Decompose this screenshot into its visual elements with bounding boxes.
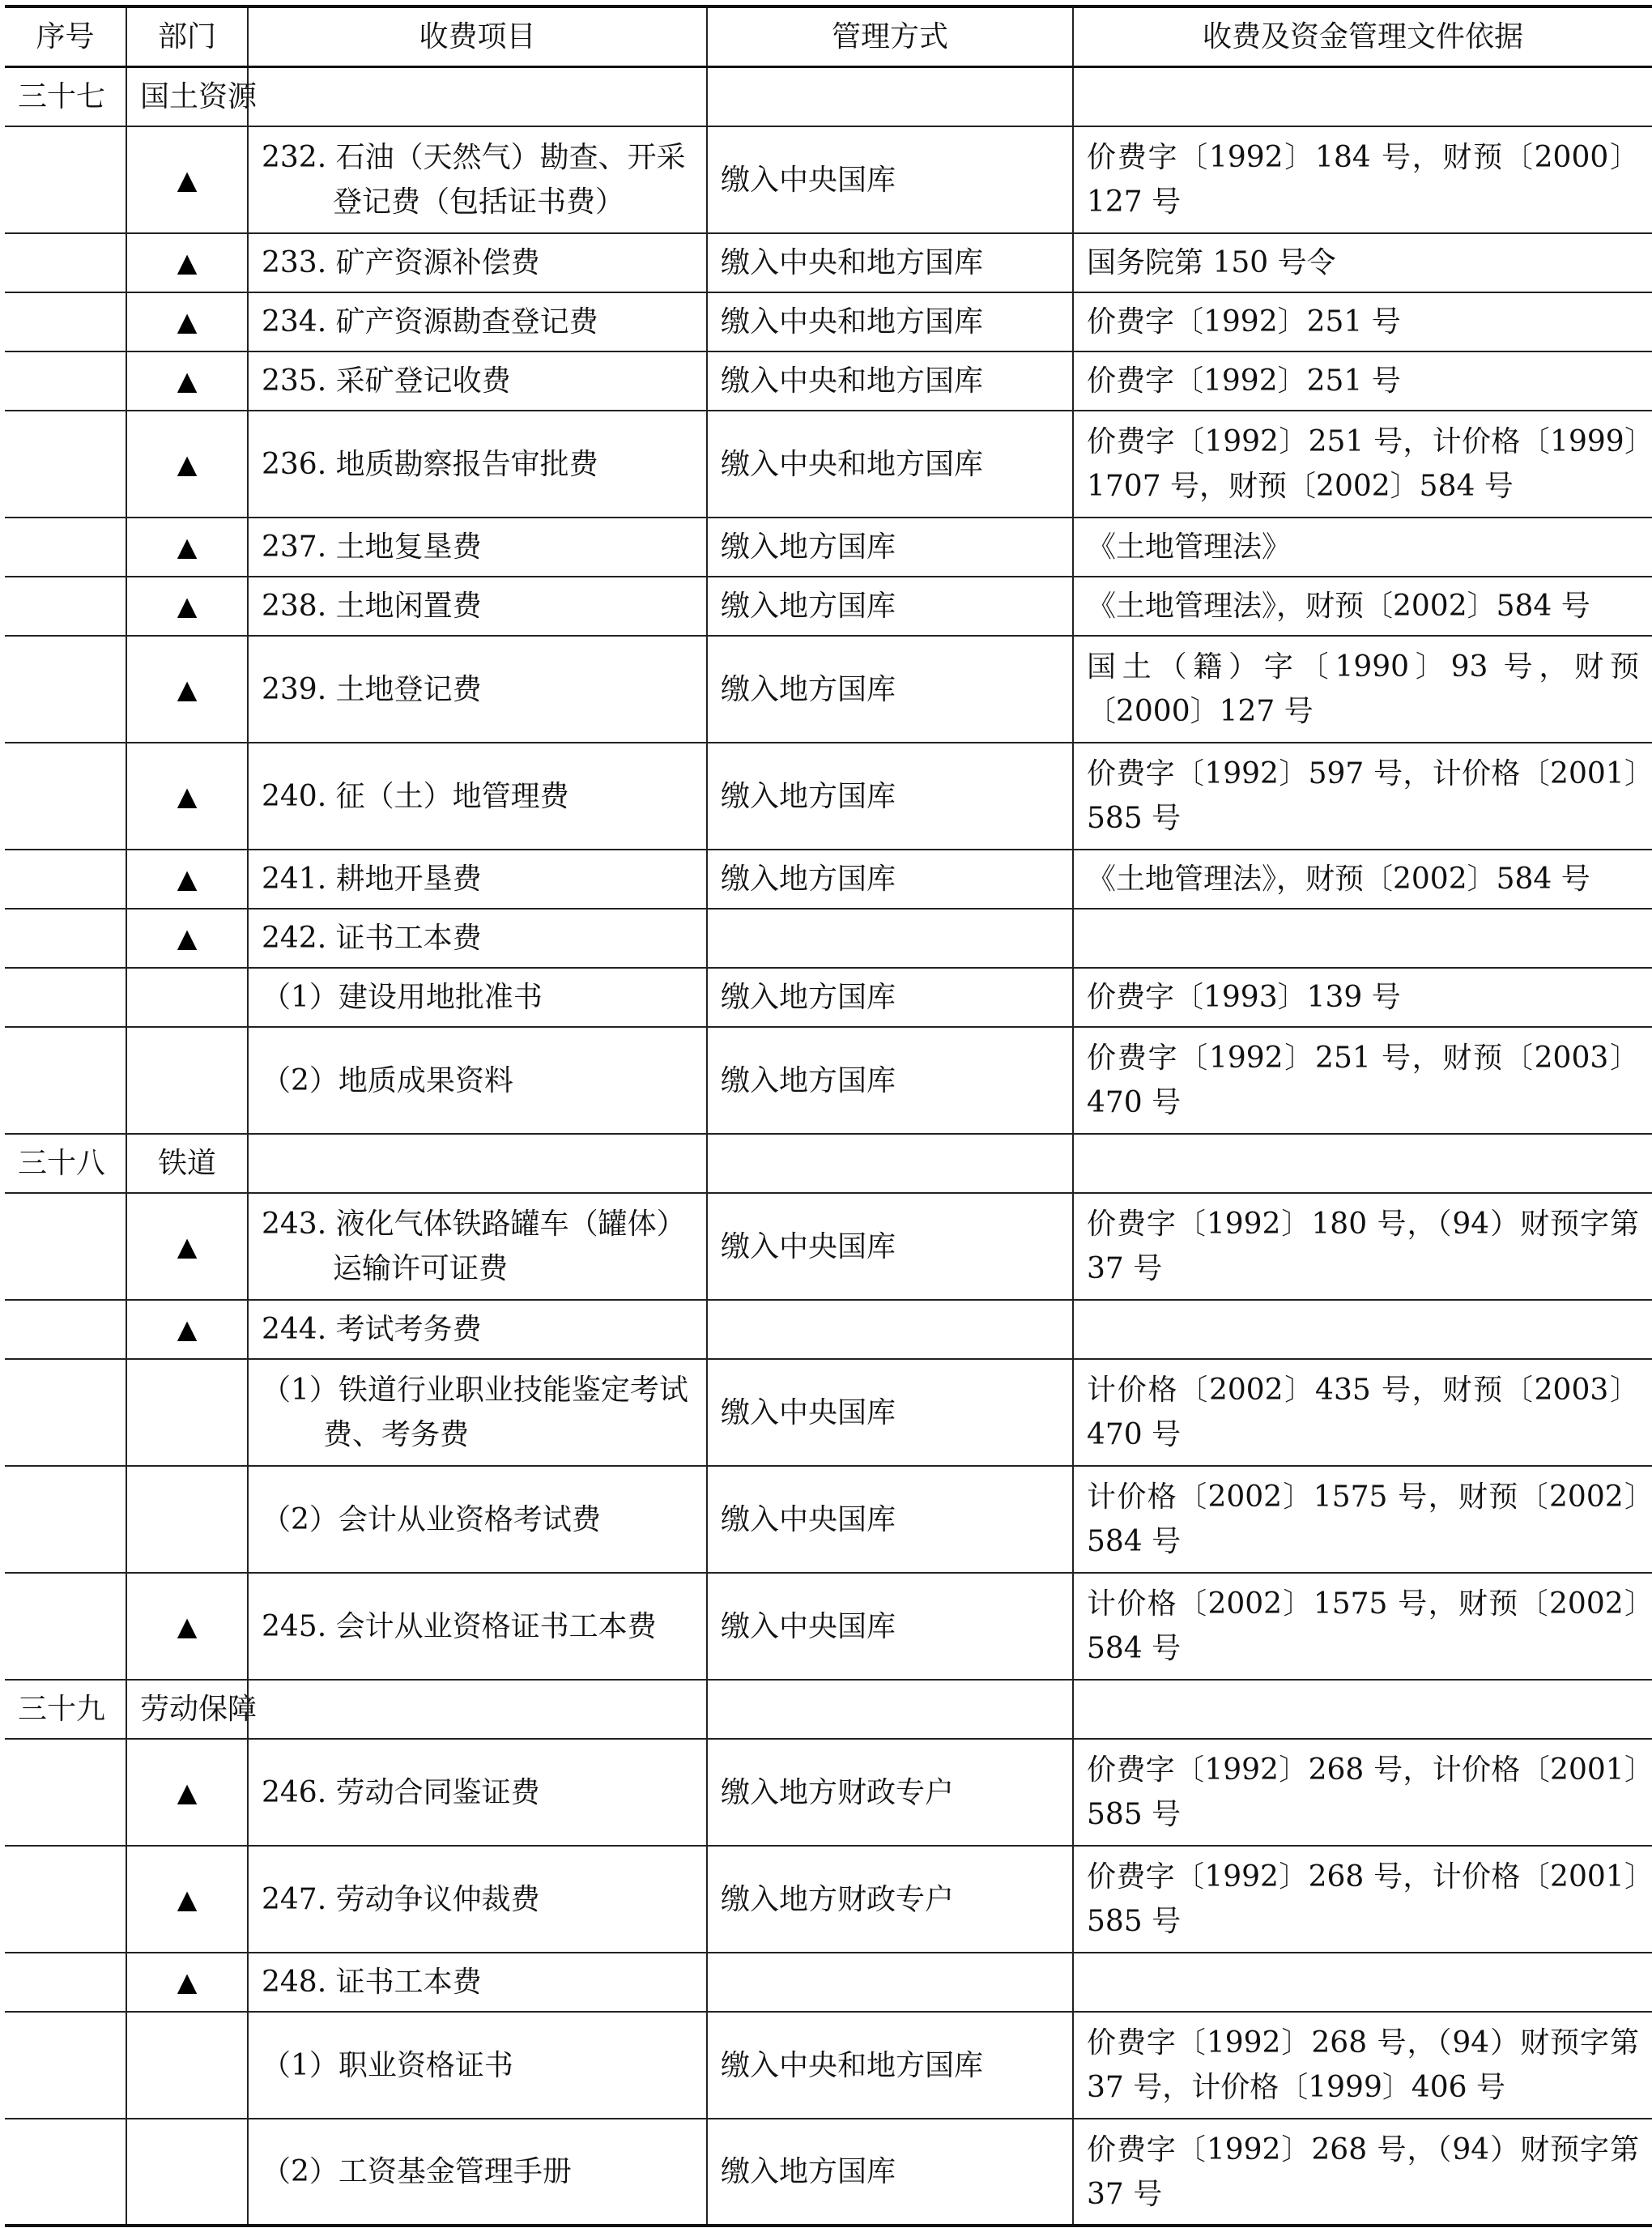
mgmt-cell: 缴入地方国库 — [707, 968, 1073, 1027]
table-row — [5, 1739, 1652, 1846]
table-row — [5, 577, 1652, 636]
item-cell — [248, 1466, 707, 1573]
dept-cell — [126, 1466, 248, 1573]
basis-cell: 价费字〔1992〕268 号，（94）财预字第 37 号 — [1073, 2119, 1652, 2226]
header-seq: 序号 — [5, 6, 126, 67]
basis-cell: 价费字〔1993〕139 号 — [1073, 968, 1652, 1027]
table-row — [5, 1300, 1652, 1359]
header-basis: 收费及资金管理文件依据 — [1073, 6, 1652, 67]
item-cell — [248, 292, 707, 351]
triangle-marker-icon: ▲ — [126, 636, 248, 743]
mgmt-cell: 缴入中央国库 — [707, 126, 1073, 233]
seq-cell — [5, 1573, 126, 1680]
triangle-marker-icon: ▲ — [126, 1300, 248, 1359]
basis-cell — [1073, 67, 1652, 127]
triangle-marker-icon: ▲ — [126, 1953, 248, 2012]
header-dept: 部门 — [126, 6, 248, 67]
item-text: 234. 矿产资源勘查登记费 — [262, 305, 598, 339]
item-text: （2）工资基金管理手册 — [262, 2155, 572, 2188]
seq-cell — [5, 1359, 126, 1466]
seq-cell — [5, 1300, 126, 1359]
item-text: （1）建设用地批准书 — [262, 981, 543, 1014]
item-cell — [248, 2012, 707, 2119]
mgmt-cell: 缴入中央国库 — [707, 1466, 1073, 1573]
basis-cell: 计价格〔2002〕1575 号，财预〔2002〕584 号 — [1073, 1573, 1652, 1680]
mgmt-cell: 缴入地方国库 — [707, 850, 1073, 909]
item-cell — [248, 1846, 707, 1953]
mgmt-cell: 缴入中央和地方国库 — [707, 2012, 1073, 2119]
triangle-marker-icon: ▲ — [126, 909, 248, 968]
header-mgmt: 管理方式 — [707, 6, 1073, 67]
item-cell — [248, 1680, 707, 1739]
basis-cell: 价费字〔1992〕184 号，财预〔2000〕127 号 — [1073, 126, 1652, 233]
item-cell — [248, 126, 707, 233]
basis-cell: 《土地管理法》 — [1073, 518, 1652, 577]
basis-cell: 价费字〔1992〕251 号 — [1073, 292, 1652, 351]
dept-cell — [126, 2012, 248, 2119]
mgmt-cell — [707, 1680, 1073, 1739]
item-text: 235. 采矿登记收费 — [262, 364, 511, 398]
item-cell — [248, 743, 707, 850]
basis-cell — [1073, 1134, 1652, 1193]
item-text: （1）职业资格证书 — [262, 2048, 513, 2082]
item-cell — [248, 968, 707, 1027]
item-text: 233. 矿产资源补偿费 — [262, 246, 540, 279]
dept-cell — [126, 1359, 248, 1466]
seq-cell — [5, 233, 126, 292]
seq-cell — [5, 577, 126, 636]
table-row — [5, 351, 1652, 411]
mgmt-cell: 缴入中央和地方国库 — [707, 292, 1073, 351]
mgmt-cell — [707, 909, 1073, 968]
basis-cell: 《土地管理法》，财预〔2002〕584 号 — [1073, 577, 1652, 636]
mgmt-cell: 缴入地方国库 — [707, 1027, 1073, 1134]
section-row — [5, 67, 1652, 127]
dept-cell: 铁道 — [126, 1134, 248, 1193]
item-cell — [248, 351, 707, 411]
basis-cell: 价费字〔1992〕251 号，计价格〔1999〕1707 号，财预〔2002〕584 号 — [1073, 411, 1652, 518]
mgmt-cell: 缴入地方财政专户 — [707, 1846, 1073, 1953]
triangle-marker-icon: ▲ — [126, 411, 248, 518]
seq-cell — [5, 292, 126, 351]
item-cell — [248, 1739, 707, 1846]
dept-cell — [126, 2119, 248, 2226]
mgmt-cell: 缴入地方国库 — [707, 636, 1073, 743]
basis-cell — [1073, 1680, 1652, 1739]
triangle-marker-icon: ▲ — [126, 1739, 248, 1846]
mgmt-cell — [707, 1134, 1073, 1193]
seq-cell: 三十八 — [5, 1134, 126, 1193]
seq-cell — [5, 1027, 126, 1134]
basis-cell: 价费字〔1992〕251 号，财预〔2003〕470 号 — [1073, 1027, 1652, 1134]
triangle-marker-icon: ▲ — [126, 1193, 248, 1300]
mgmt-cell: 缴入地方国库 — [707, 577, 1073, 636]
seq-cell — [5, 968, 126, 1027]
triangle-marker-icon: ▲ — [126, 743, 248, 850]
basis-cell: 价费字〔1992〕268 号，（94）财预字第 37 号，计价格〔1999〕406 号 — [1073, 2012, 1652, 2119]
dept-cell: 国土资源 — [126, 67, 248, 127]
dept-cell — [126, 968, 248, 1027]
item-text: 242. 证书工本费 — [262, 922, 482, 955]
item-cell — [248, 850, 707, 909]
basis-cell — [1073, 1953, 1652, 2012]
table-row — [5, 2119, 1652, 2226]
table-row — [5, 636, 1652, 743]
seq-cell — [5, 909, 126, 968]
basis-cell: 计价格〔2002〕1575 号，财预〔2002〕584 号 — [1073, 1466, 1652, 1573]
item-text: 237. 土地复垦费 — [262, 530, 482, 564]
table-row — [5, 233, 1652, 292]
dept-cell — [126, 1027, 248, 1134]
item-cell — [248, 1193, 707, 1300]
table-row — [5, 292, 1652, 351]
triangle-marker-icon: ▲ — [126, 292, 248, 351]
table-row — [5, 126, 1652, 233]
item-cell — [248, 1359, 707, 1466]
triangle-marker-icon: ▲ — [126, 233, 248, 292]
fee-table — [5, 5, 1652, 2227]
item-text: 245. 会计从业资格证书工本费 — [262, 1609, 657, 1643]
table-row — [5, 1359, 1652, 1466]
mgmt-cell: 缴入中央和地方国库 — [707, 233, 1073, 292]
mgmt-cell: 缴入中央国库 — [707, 1193, 1073, 1300]
triangle-marker-icon: ▲ — [126, 126, 248, 233]
mgmt-cell: 缴入地方财政专户 — [707, 1739, 1073, 1846]
mgmt-cell: 缴入地方国库 — [707, 2119, 1073, 2226]
mgmt-cell: 缴入中央国库 — [707, 1359, 1073, 1466]
seq-cell: 三十七 — [5, 67, 126, 127]
table-row — [5, 1027, 1652, 1134]
seq-cell — [5, 636, 126, 743]
basis-cell: 价费字〔1992〕597 号，计价格〔2001〕585 号 — [1073, 743, 1652, 850]
seq-cell — [5, 126, 126, 233]
item-text: （1）铁道行业职业技能鉴定考试费、考务费 — [262, 1374, 688, 1451]
basis-cell: 国务院第 150 号令 — [1073, 233, 1652, 292]
item-cell — [248, 518, 707, 577]
item-cell — [248, 1027, 707, 1134]
mgmt-cell: 缴入中央和地方国库 — [707, 411, 1073, 518]
mgmt-cell: 缴入地方国库 — [707, 743, 1073, 850]
table-header-row — [5, 6, 1652, 67]
item-text: 247. 劳动争议仲裁费 — [262, 1882, 540, 1916]
item-text: 243. 液化气体铁路罐车（罐体）运输许可证费 — [262, 1208, 686, 1285]
item-cell — [248, 1134, 707, 1193]
table-row — [5, 1573, 1652, 1680]
item-cell — [248, 233, 707, 292]
section-row — [5, 1680, 1652, 1739]
table-row — [5, 518, 1652, 577]
item-cell — [248, 1573, 707, 1680]
mgmt-cell: 缴入地方国库 — [707, 518, 1073, 577]
seq-cell — [5, 1846, 126, 1953]
item-text: 248. 证书工本费 — [262, 1966, 482, 1999]
table-row — [5, 909, 1652, 968]
table-row — [5, 743, 1652, 850]
table-row — [5, 968, 1652, 1027]
basis-cell: 价费字〔1992〕251 号 — [1073, 351, 1652, 411]
mgmt-cell: 缴入中央国库 — [707, 1573, 1073, 1680]
seq-cell — [5, 743, 126, 850]
seq-cell — [5, 1193, 126, 1300]
item-cell — [248, 2119, 707, 2226]
item-text: 240. 征（土）地管理费 — [262, 779, 569, 813]
item-text: （2）会计从业资格考试费 — [262, 1502, 601, 1536]
table-row — [5, 850, 1652, 909]
basis-cell: 计价格〔2002〕435 号，财预〔2003〕470 号 — [1073, 1359, 1652, 1466]
basis-cell: 《土地管理法》，财预〔2002〕584 号 — [1073, 850, 1652, 909]
item-cell — [248, 909, 707, 968]
header-item: 收费项目 — [248, 6, 707, 67]
item-text: （2）地质成果资料 — [262, 1063, 513, 1097]
section-row — [5, 1134, 1652, 1193]
seq-cell — [5, 351, 126, 411]
item-cell — [248, 411, 707, 518]
triangle-marker-icon: ▲ — [126, 577, 248, 636]
seq-cell — [5, 411, 126, 518]
basis-cell: 价费字〔1992〕268 号，计价格〔2001〕585 号 — [1073, 1739, 1652, 1846]
dept-cell: 劳动保障 — [126, 1680, 248, 1739]
item-text: 239. 土地登记费 — [262, 672, 482, 706]
item-text: 232. 石油（天然气）勘查、开采登记费（包括证书费） — [262, 141, 686, 219]
table-row — [5, 1953, 1652, 2012]
table-row — [5, 411, 1652, 518]
mgmt-cell: 缴入中央和地方国库 — [707, 351, 1073, 411]
table-row — [5, 1466, 1652, 1573]
mgmt-cell — [707, 67, 1073, 127]
item-cell — [248, 636, 707, 743]
triangle-marker-icon: ▲ — [126, 1846, 248, 1953]
item-text: 236. 地质勘察报告审批费 — [262, 447, 598, 481]
item-cell — [248, 577, 707, 636]
triangle-marker-icon: ▲ — [126, 1573, 248, 1680]
seq-cell: 三十九 — [5, 1680, 126, 1739]
basis-cell: 国土（籍）字〔1990〕93 号，财预〔2000〕127 号 — [1073, 636, 1652, 743]
seq-cell — [5, 2012, 126, 2119]
basis-cell — [1073, 1300, 1652, 1359]
item-cell — [248, 67, 707, 127]
seq-cell — [5, 1739, 126, 1846]
triangle-marker-icon: ▲ — [126, 518, 248, 577]
item-text: 238. 土地闲置费 — [262, 590, 482, 623]
basis-cell: 价费字〔1992〕268 号，计价格〔2001〕585 号 — [1073, 1846, 1652, 1953]
table-row — [5, 1193, 1652, 1300]
seq-cell — [5, 1466, 126, 1573]
item-cell — [248, 1953, 707, 2012]
seq-cell — [5, 518, 126, 577]
table-row — [5, 2012, 1652, 2119]
triangle-marker-icon: ▲ — [126, 850, 248, 909]
item-text: 241. 耕地开垦费 — [262, 863, 482, 896]
table-row — [5, 1846, 1652, 1953]
seq-cell — [5, 850, 126, 909]
basis-cell — [1073, 909, 1652, 968]
seq-cell — [5, 1953, 126, 2012]
seq-cell — [5, 2119, 126, 2226]
mgmt-cell — [707, 1953, 1073, 2012]
triangle-marker-icon: ▲ — [126, 351, 248, 411]
item-text: 246. 劳动合同鉴证费 — [262, 1775, 540, 1809]
item-text: 244. 考试考务费 — [262, 1313, 482, 1346]
item-cell — [248, 1300, 707, 1359]
mgmt-cell — [707, 1300, 1073, 1359]
basis-cell: 价费字〔1992〕180 号，（94）财预字第 37 号 — [1073, 1193, 1652, 1300]
